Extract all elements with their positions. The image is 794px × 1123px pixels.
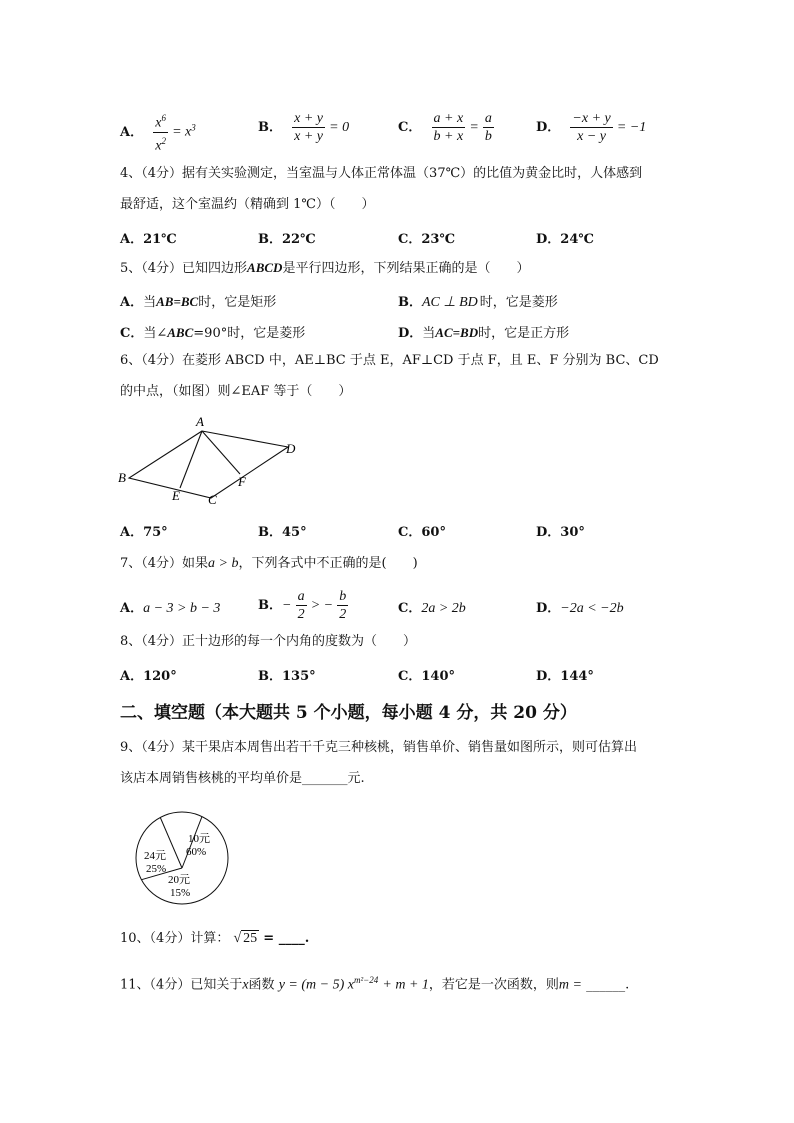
- vertex-label-d: D: [286, 441, 296, 456]
- q6-option-b: B．45°: [258, 525, 307, 540]
- q11-stem: 11、（4分）已知关于x函数 y = (m − 5) $x^{m^2-24} + m + 1$，若它是一次函数，则m = ______.: [120, 975, 630, 993]
- q10-radicand: 25: [243, 931, 258, 946]
- q4-option-a: A．21℃: [120, 232, 177, 247]
- q9-stem-line1: 9、（4分）某干果店本周售出若干千克三种核桃，销售单价、销售量如图所示，则可估算出: [120, 740, 638, 755]
- q9-stem-line2: 该店本周销售核桃的平均单价是_______元.: [120, 771, 365, 786]
- q8-option-a: A．120°: [120, 669, 177, 684]
- rhombus-outline: [129, 431, 288, 498]
- q7-option-c: C．2a > 2b: [398, 601, 466, 616]
- q6-option-c: C．60°: [398, 525, 446, 540]
- q7-stem: 7、（4分）如果a > b，下列各式中不正确的是( ): [120, 556, 418, 571]
- pie-label-10yuan: 10元: [188, 833, 210, 845]
- q3-option-c: C． $\frac{a + x}{b + x}$ = $\frac{a}{b}$: [398, 111, 492, 144]
- pie-percent-60: 60%: [186, 846, 207, 858]
- q4-option-c: C．23℃: [398, 232, 456, 247]
- q4-stem-line2: 最舒适，这个室温约（精确到 1℃）（ ）: [120, 197, 375, 212]
- q3-option-b: B． $\frac{x + y}{x + y}$ = 0: [258, 111, 350, 144]
- q6-option-a: A．75°: [120, 525, 168, 540]
- q3-option-a: A． $\frac{x^6}{x^2}$ = $x^3$: [120, 110, 196, 154]
- pie-label-20yuan: 20元: [168, 874, 190, 886]
- q5-stem: 5、（4分）已知四边形ABCD是平行四边形，下列结果正确的是（ ）: [120, 260, 530, 276]
- q8-stem: 8、（4分）正十边形的每一个内角的度数为（ ）: [120, 634, 417, 649]
- section-title-fill-in: 二、填空题（本大题共 5 个小题，每小题 4 分，共 20 分）: [120, 703, 577, 723]
- q7-option-a: A．a − 3 > b − 3: [120, 601, 221, 616]
- q4-option-d: D．24℃: [536, 232, 594, 247]
- pie-label-24yuan: 24元: [144, 850, 166, 862]
- q4-option-b: B．22℃: [258, 232, 316, 247]
- q10-stem: 10、（4分）计算： √ 25 = ____.: [120, 931, 310, 946]
- q8-option-b: B．135°: [258, 669, 316, 684]
- q3-option-d: D． $\frac{-x + y}{x - y}$ = −1: [536, 111, 647, 144]
- segment-ae: [180, 431, 202, 488]
- q8-option-c: C．140°: [398, 669, 455, 684]
- q8-option-d: D．144°: [536, 669, 594, 684]
- vertex-label-b: B: [118, 470, 126, 485]
- pie-percent-25: 25%: [146, 863, 167, 875]
- point-label-e: E: [172, 488, 180, 503]
- q5-option-c: C．当∠ABC=90°时，它是菱形: [120, 325, 306, 341]
- pie-percent-15: 15%: [170, 887, 191, 899]
- q7-option-d: D．−2a < −2b: [536, 601, 624, 616]
- q5-option-d: D．当AC=BD时，它是正方形: [398, 325, 570, 341]
- q6-stem-line1: 6、（4分）在菱形 ABCD 中，AE⊥BC 于点 E，AF⊥CD 于点 F，且 E、F 分别为 BC、CD: [120, 353, 659, 368]
- pie-chart: [130, 808, 240, 908]
- q5-option-b: B．AC ⊥ BD 时，它是菱形: [398, 295, 558, 310]
- rhombus-figure: [110, 412, 310, 512]
- vertex-label-a: A: [196, 414, 204, 429]
- q6-stem-line2: 的中点，（如图）则∠EAF 等于（ ）: [120, 384, 352, 399]
- vertex-label-c: C: [208, 492, 217, 507]
- q4-stem-line1: 4、（4分）据有关实验测定，当室温与人体正常体温（37℃）的比值为黄金比时，人体感到: [120, 166, 643, 181]
- q5-option-a: A．当AB=BC时，它是矩形: [120, 294, 277, 310]
- point-label-f: F: [238, 474, 246, 489]
- q6-option-d: D．30°: [536, 525, 585, 540]
- q7-option-b: B．− $\frac{a}{2}$ > − $\frac{b}{2}$: [258, 589, 347, 622]
